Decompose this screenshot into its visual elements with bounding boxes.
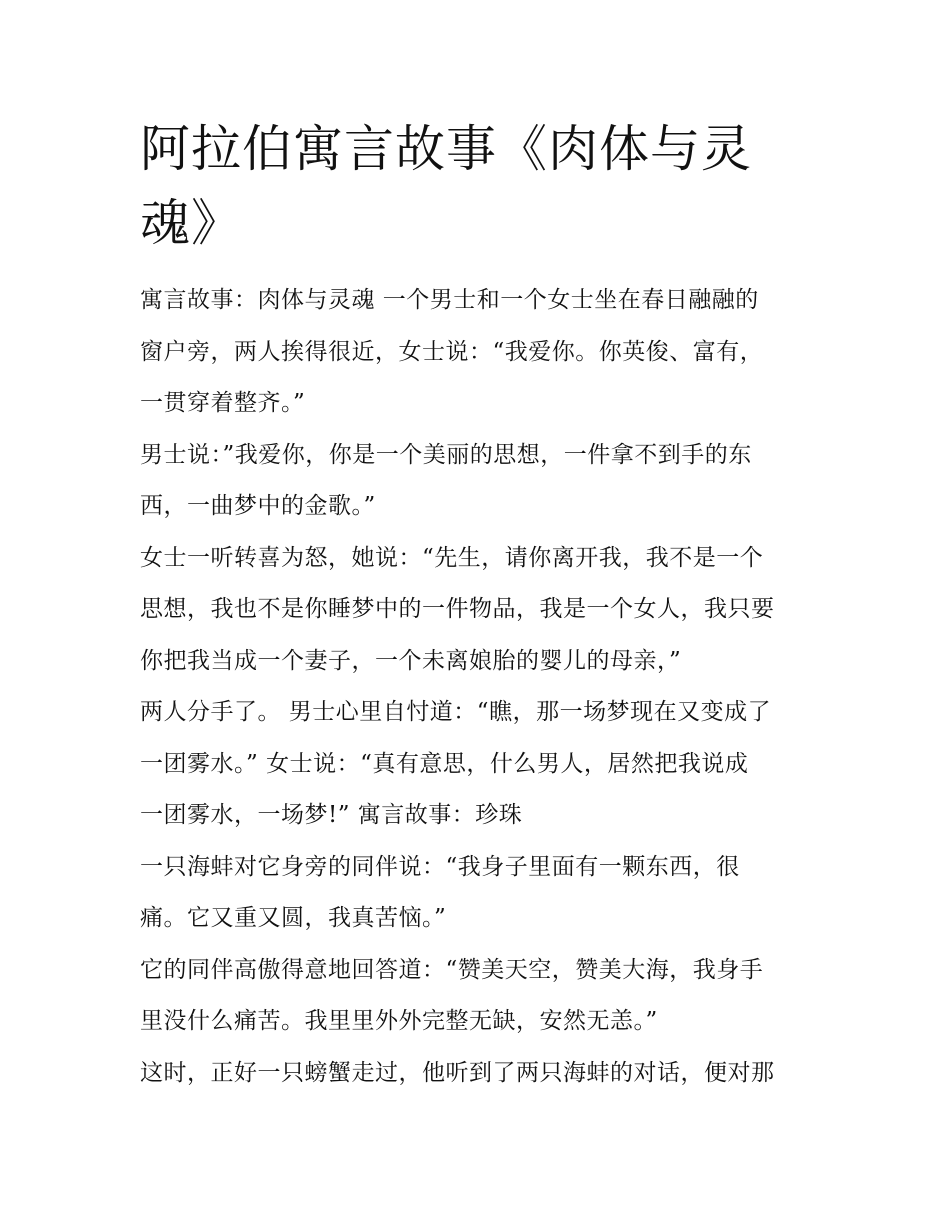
body-line: 男士说：”我爱你，你是一个美丽的思想，一件拿不到手的东 <box>140 441 752 468</box>
body-line: 它的同伴高傲得意地回答道：“赞美天空，赞美大海，我身手 <box>140 956 764 983</box>
body-line: 女士一听转喜为怒，她说：“先生，请你离开我，我不是一个 <box>140 544 764 571</box>
document-body <box>140 275 820 1099</box>
body-line: 一团雾水。” 女士说：“真有意思，什么男人，居然把我说成 <box>140 750 749 777</box>
body-line: 一贯穿着整齐。” <box>140 390 306 416</box>
document-title: 阿拉伯寓言故事《肉体与灵魂》 <box>140 120 752 252</box>
body-line: 西，一曲梦中的金歌。” <box>140 493 376 519</box>
body-line: 这时，正好一只螃蟹走过，他听到了两只海蚌的对话，便对那 <box>140 1059 775 1086</box>
body-line: 思想，我也不是你睡梦中的一件物品，我是一个女人，我只要 <box>140 596 775 622</box>
body-line: 痛。它又重又圆，我真苦恼。” <box>140 905 447 931</box>
body-line: 一只海蚌对它身旁的同伴说：“我身子里面有一颗东西，很 <box>140 853 740 880</box>
body-line: 你把我当成一个妻子，一个未离娘胎的婴儿的母亲，” <box>140 647 682 674</box>
body-line: 窗户旁，两人挨得很近，女士说：“我爱你。你英俊、富有， <box>140 338 764 365</box>
body-line: 里没什么痛苦。我里里外外完整无缺，安然无恙。” <box>140 1008 658 1034</box>
body-line: 一团雾水，一场梦!” 寓言故事：珍珠 <box>140 802 523 828</box>
body-line: 两人分手了。 男士心里自忖道：“瞧，那一场梦现在又变成了 <box>140 699 772 725</box>
body-line: 寓言故事：肉体与灵魂 一个男士和一个女士坐在春日融融的 <box>140 287 759 313</box>
